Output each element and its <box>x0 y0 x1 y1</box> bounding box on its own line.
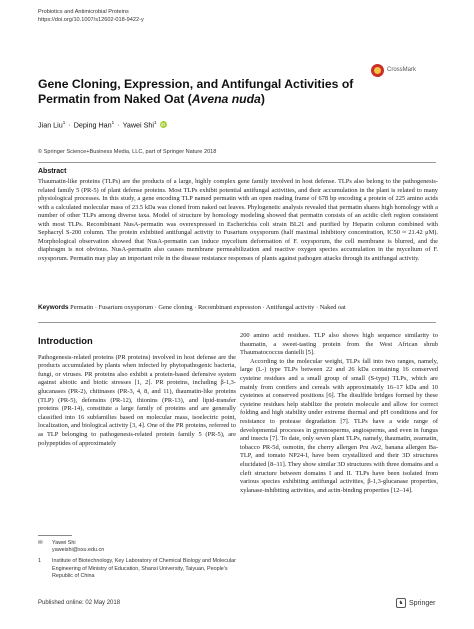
abstract-text: Thaumatin-like proteins (TLPs) are the products of a large, highly complex gene family involved in host defense. TLPs also belong to the pathogenesis-related family 5 (PR-5) of plant defense proteins. Most TLPs exhibit potential antifungal activities, and their accumulation in the plant is related to many physiological processes. In this study, a gene encoding TLP named permatin with an open reading frame of 678 bp encoding a protein of 225 amino acids with a calculated molecular mass of 23.5 kDa was cloned from naked oat leaves. Phylogenetic analysis revealed that permatin shares high homology with a number of other TLPs among diverse taxa. Model of structure by homology modeling showed that permatin consists of an acidic cleft region consistent with most TLPs. Recombinant NusA-permatin was overexpressed in Escherichia coli strain BL21 and purified by Heparin column combined with Sephacryl S-200 column. The protein exhibited antifungal activity to Fusarium oxysporum (half maximal inhibitory concentration, IC50 ≈ 21.42 μM). Morphological observation showed that NusA-permatin can induce mycelium deformation of F. oxysporum, the cell membrane is blurred, and the diaphragm is not obvious. NusA-permatin also causes membrane permeabilization and reactive oxygen species accumulation in the mycelium of F. oxysporum. Permatin may play an important role in the disease resistance responses of plants against pathogen attacks through its antifungal activity. <box>38 178 438 262</box>
affiliation-text: Institute of Biotechnology, Key Laboratory of Chemical Biology and Molecular Engineering of Ministry of Education, Shanxi University, Taiyuan, People's Republic of China <box>52 558 236 579</box>
contact-name: Yawei Shi <box>52 540 76 546</box>
doi-link[interactable]: https://doi.org/10.1007/s12602-018-9422-y <box>38 16 144 23</box>
title-end: ) <box>260 92 265 106</box>
author-1[interactable]: Jian Liu$^1$ <box>38 120 66 130</box>
contact-email[interactable]: yaweishi@sxu.edu.cn <box>52 547 105 554</box>
keywords-label: Keywords <box>38 304 69 311</box>
springer-horse-icon: ♞ <box>396 598 406 608</box>
journal-header <box>38 9 144 24</box>
orcid-icon[interactable]: iD <box>160 122 166 128</box>
body-paragraph-2: According to the molecular weight, TLPs fall into two ranges, namely, large (L-) type TLPs between 22 and 26 kDa containing 16 conserved cysteine residues and a small group of small (S-type) TLPs, which are mainly from conifers and cereals with approximately 16–17 kDa and 10 cysteines at conserved positions [6]. The disulfide bridges formed by these cysteine residues help stabilize the protein molecule and allow for correct folding and high stability under extreme thermal and pH conditions and for resistance to protease degradation [7]. TLPs have a wide range of developmental processes in gymnosperms, angiosperms, and even in fungus and insects [7]. To date, only seven plant TLPs, namely, thaumatin, zeamatin, tobacco PR-5d, osmotin, the cherry allergen Pru Av2, banana allergen Ba-TLP, and tomato NP24-I, have been crystallized and their 3D structures elucidated [8–11]. They show similar 3D structures with three domains and a cleft structure between domains I and II. TLPs have been isolated from various species exhibiting antifungal activities, β-1,3-glucanase properties, xylanase-inhibiting activities, and actin-binding properties [12–14]. <box>240 357 438 494</box>
divider <box>38 322 436 323</box>
crossmark-badge[interactable] <box>371 62 441 78</box>
author-2[interactable]: Deping Han$^1$ <box>73 120 115 130</box>
author-3[interactable]: Yawei Shi$^1$ <box>122 120 157 130</box>
published-date: Published online: 02 May 2018 <box>38 600 121 606</box>
right-column <box>240 332 438 495</box>
crossmark-icon <box>371 64 384 77</box>
section-heading-introduction: Introduction <box>38 335 93 346</box>
title-text: Gene Cloning, Expression, and Antifungal Activities of Permatin from Naked Oat ( <box>38 77 354 106</box>
left-column <box>38 337 236 448</box>
affiliation-mark: 1 <box>38 558 41 565</box>
divider <box>38 162 436 163</box>
article-title <box>38 77 358 107</box>
affiliation-footnote <box>38 558 236 580</box>
contact-footnote <box>38 540 236 554</box>
abstract-heading: Abstract <box>38 168 67 175</box>
publisher-logo <box>396 598 435 608</box>
intro-paragraph: Pathogenesis-related proteins (PR proteins) involved in host defense are the products accumulated by plants when infected by phytopathogenic bacteria, fungi, or viruses. PR proteins also exhibit a protein-based defensive system against abiotic and biotic stresses [1, 2]. PR proteins, including β-1,3-glucanases (PR-2), chitinases (PR-3, 4, 8, and 11), thaumatin-like proteins (TLP) (PR-5), defensins (PR-12), thionins (PR-13), and lipid-transfer proteins (PR-14), constitute a large family of proteins and are generally classified into 16 subfamilies based on molecular mass, isoelectric point, localization, and biological activity [3, 4]. One of the PR proteins, referred to as TLP belonging to pathogenesis-related protein family 5 (PR-5), are polypeptides of approximately <box>38 353 236 447</box>
author-list <box>38 120 167 129</box>
author-separator: · <box>68 120 71 130</box>
title-species: Avena nuda <box>191 92 261 106</box>
crossmark-label: CrossMark <box>387 67 417 73</box>
keywords <box>38 304 438 313</box>
footnote-rule <box>38 535 72 536</box>
mail-icon: ✉ <box>38 540 43 546</box>
author-separator: · <box>117 120 120 130</box>
copyright-notice: © Springer Science+Business Media, LLC, part of Springer Nature 2018 <box>38 149 217 155</box>
body-paragraph-1: 200 amino acid residues. TLP also shows high sequence similarity to thaumatin, a sweet-tasting protein from the West African shrub Thaumatococcus danielli [5]. <box>240 332 438 357</box>
keywords-list: Permatin · Fusarium oxysporum · Gene cloning · Recombinant expression · Antifungal activity · Naked oat <box>70 304 346 311</box>
journal-name: Probiotics and Antimicrobial Proteins <box>38 9 129 15</box>
publisher-name: Springer <box>409 599 436 607</box>
footnotes <box>38 535 236 584</box>
